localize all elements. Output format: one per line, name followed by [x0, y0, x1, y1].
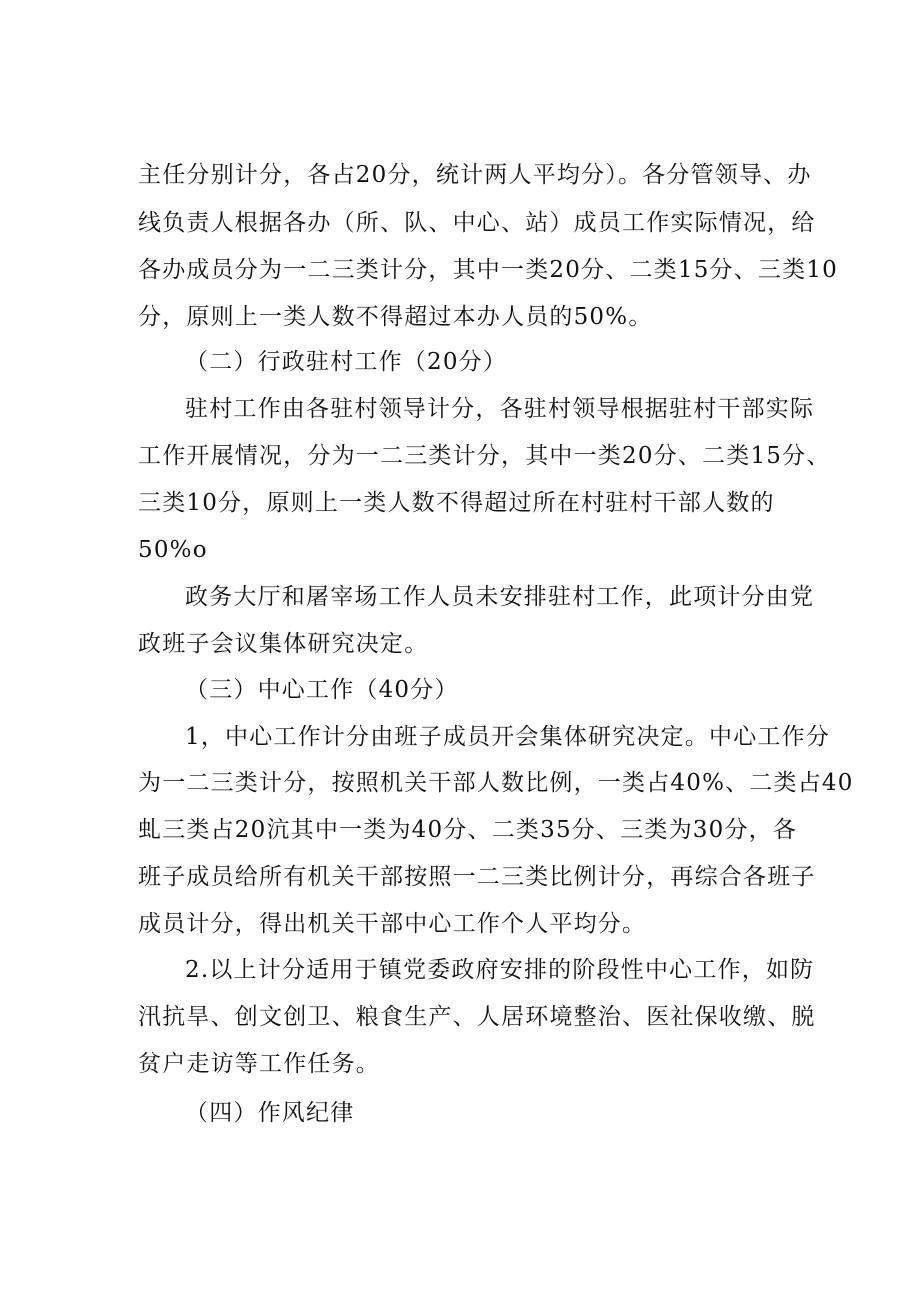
para-1-line-3: 各办成员分为一二三类计分，其中一类20分、二类15分、三类10 [138, 257, 838, 283]
para-4-line-2: 为一二三类计分，按照机关干部人数比例，一类占40%、二类占40 [138, 770, 854, 796]
para-5-line-2: 汛抗旱、创文创卫、粮食生产、人居环境整治、医社保收缴、脱 [138, 1004, 816, 1030]
para-1-line-2: 线负责人根据各办（所、队、中心、站）成员工作实际情况，给 [138, 210, 816, 236]
para-1-line-4: 分，原则上一类人数不得超过本办人员的50%。 [138, 304, 653, 330]
para-4-line-3: 虬三类占20沆其中一类为40分、二类35分、三类为30分，各 [138, 817, 798, 843]
section-heading-4: （四）作风纪律 [185, 1100, 355, 1126]
para-4-line-5: 成员计分，得出机关干部中心工作个人平均分。 [138, 911, 647, 937]
para-2-line-1: 驻村工作由各驻村领导计分，各驻村领导根据驻村干部实际 [185, 396, 815, 422]
para-2-line-2: 工作开展情况，分为一二三类计分，其中一类20分、二类15分、 [138, 443, 831, 469]
section-heading-2: （二）行政驻村工作（20分） [185, 349, 508, 375]
para-4-line-1: 1，中心工作计分由班子成员开会集体研究决定。中心工作分 [185, 724, 831, 750]
para-3-line-2: 政班子会议集体研究决定。 [138, 631, 429, 657]
para-3-line-1: 政务大厅和屠宰场工作人员未安排驻村工作，此项计分由党 [185, 584, 815, 610]
para-5-line-3: 贫户走访等工作任务。 [138, 1051, 380, 1077]
para-4-line-4: 班子成员给所有机关干部按照一二三类比例计分，再综合各班子 [138, 864, 816, 890]
section-heading-3: （三）中心工作（40分） [185, 677, 459, 703]
para-2-line-3: 三类10分，原则上一类人数不得超过所在村驻村干部人数的 [138, 490, 775, 516]
para-5-line-1: 2.以上计分适用于镇党委政府安排的阶段性中心工作，如防 [185, 957, 815, 983]
para-2-line-4: 50%o [138, 537, 208, 563]
para-1-line-1: 主任分别计分，各占20分，统计两人平均分）。各分管领导、办 [138, 162, 812, 188]
